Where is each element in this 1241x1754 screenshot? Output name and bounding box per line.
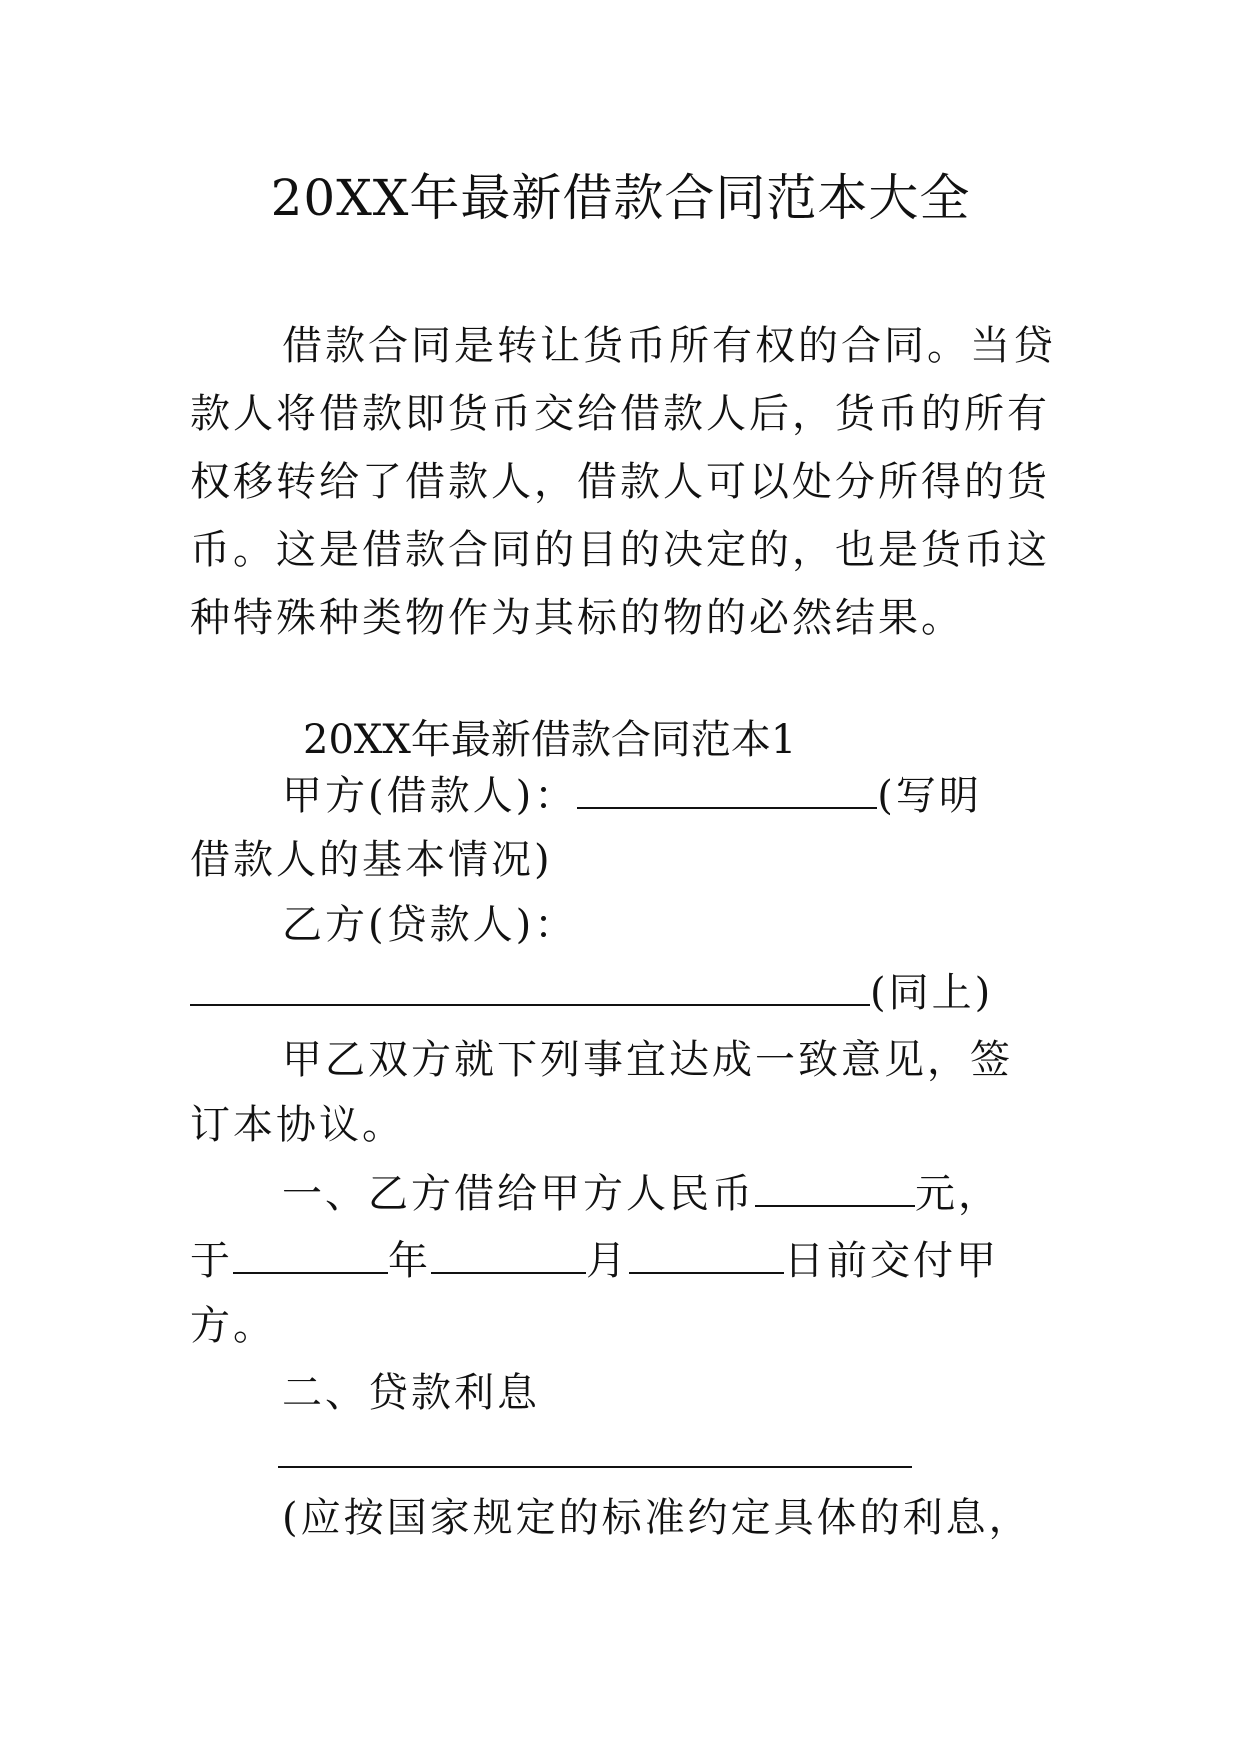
party-b-note: (同上) [870,970,994,1016]
clause-1-line-1 [282,1163,1001,1224]
party-b-line [282,895,577,955]
clause-2-note: (应按国家规定的标准约定具体的利息， [282,1495,1032,1541]
clause-2-heading: 二、贷款利息 [282,1370,540,1416]
agreement-line-1: 甲乙双方就下列事宜达成一致意见，签 [282,1037,1013,1083]
clause-1-yuan: 元， [915,1171,1001,1217]
party-a-note-2: 借款人的基本情况) [190,837,553,883]
clause-1-line-3: 方。 [190,1303,276,1349]
clause-1-line-2 [190,1230,999,1291]
clause-1-rest: 日前交付甲 [784,1238,999,1284]
clause-1-nian: 年 [388,1238,431,1284]
party-b-blank-line [190,962,993,1023]
clause-1-yue: 月 [586,1238,629,1284]
party-a-label: 甲方(借款人)： [282,773,578,819]
day-blank [629,1230,784,1274]
contract-subtitle: 20XX年最新借款合同范本1 [303,717,797,763]
amount-blank [755,1163,915,1207]
intro-paragraph: 借款合同是转让货币所有权的合同。当贷款人将借款即货币交给借款人后，货币的所有权移转给了借款人，借款人可以处分所得的货币。这是借款合同的目的决定的，也是货币这种特殊种类物作为其标的物的必然结果。 [190,323,1056,641]
party-a-note-line [190,830,553,890]
party-b-label: 乙方(贷款人)： [282,902,578,948]
agreement-line-2: 订本协议。 [190,1102,405,1148]
party-b-blank [190,962,870,1006]
interest-blank [278,1466,912,1468]
party-a-note: (写明 [877,773,982,819]
document-title: 20XX年最新借款合同范本大全 [270,169,971,227]
party-a-blank [577,765,877,809]
party-a-line [282,765,982,826]
month-blank [431,1230,586,1274]
clause-1-text: 一、乙方借给甲方人民币 [282,1171,755,1217]
clause-1-yu: 于 [190,1238,233,1284]
year-blank [233,1230,388,1274]
